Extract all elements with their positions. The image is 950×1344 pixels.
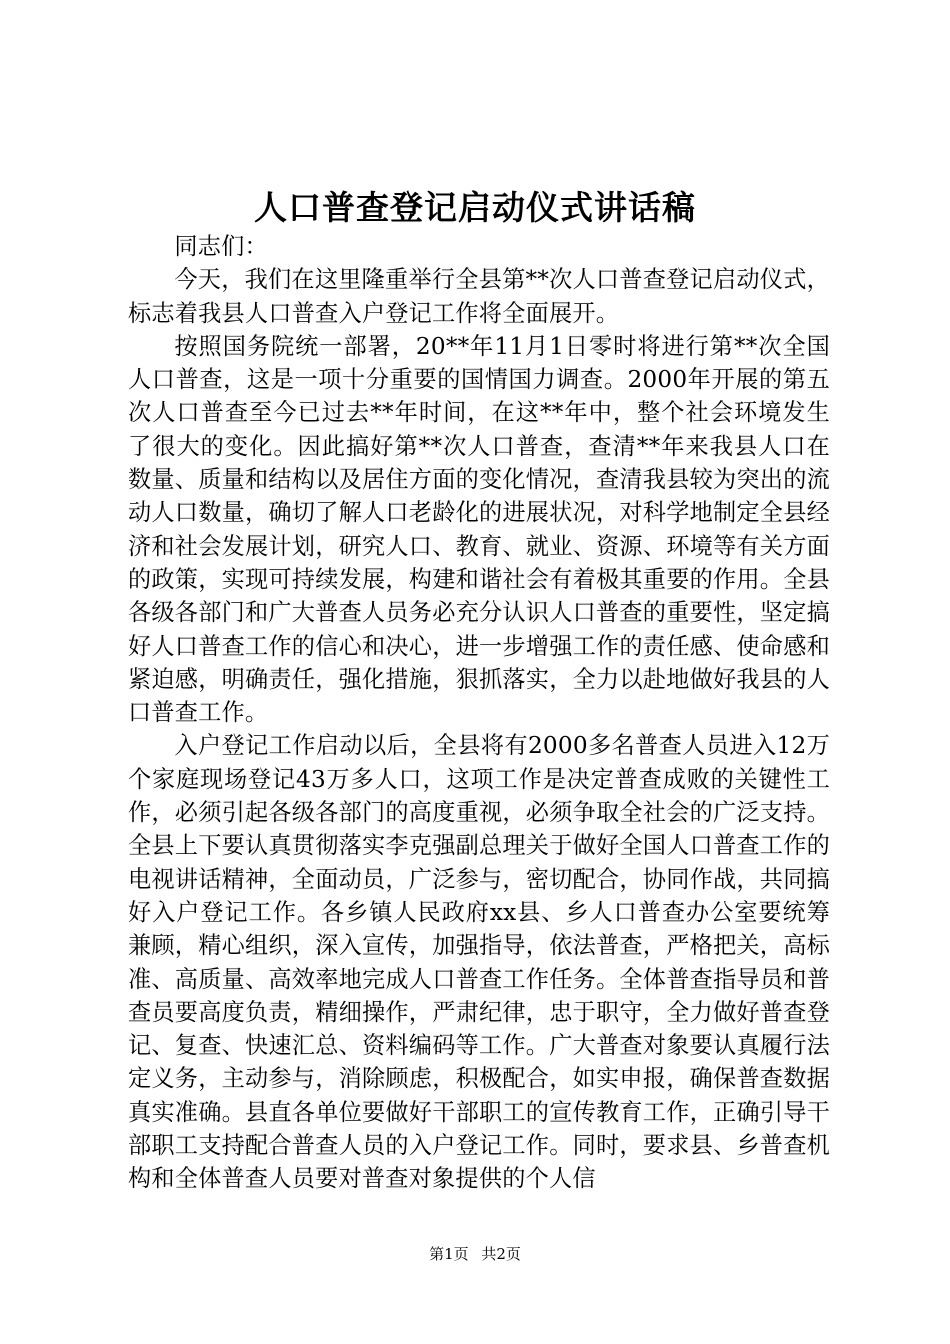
document-title: 人口普查登记启动仪式讲话稿: [254, 188, 696, 227]
document-body: [128, 230, 830, 1196]
salutation-paragraph: 同志们：: [174, 233, 268, 260]
body-paragraph: 按照国务院统一部署，20**年11月1日零时将进行第**次全国人口普查，这是一项十分重要的国情国力调查。2000年开展的第五次人口普查至今已过去**年时间，在这**年中，整个社会环境发生了很大的变化。因此搞好第**次人口普查，查清**年来我县人口在数量、质量和结构以及居住方面的变化情况，查清我县较为突出的流动人口数量，确切了解人口老龄化的进展状况，对科学地制定全县经济和社会发展计划，研究人口、教育、就业、资源、环境等有关方面的政策，实现可持续发展，构建和谐社会有着极其重要的作用。全县各级各部门和广大普查人员务必充分认识人口普查的重要性，坚定搞好人口普查工作的信心和决心，进一步增强工作的责任感、使命感和紧迫感，明确责任，强化措施，狠抓落实，全力以赴地做好我县的人口普查工作。: [128, 332, 830, 727]
body-paragraph: 今天，我们在这里隆重举行全县第**次人口普查登记启动仪式，标志着我县人口普查入户登记工作将全面展开。: [128, 266, 830, 327]
page-total: 共2页: [481, 1245, 521, 1263]
page-number: 第1页: [429, 1245, 469, 1263]
page-footer: [0, 1243, 950, 1265]
body-paragraph: 入户登记工作启动以后，全县将有2000多名普查人员进入12万个家庭现场登记43万多人口，这项工作是决定普查成败的关键性工作，必须引起各级各部门的高度重视，必须争取全社会的广泛支持。全县上下要认真贯彻落实李克强副总理关于做好全国人口普查工作的电视讲话精神，全面动员，广泛参与，密切配合，协同作战，共同搞好入户登记工作。各乡镇人民政府xx县、乡人口普查办公室要统筹兼顾，精心组织，深入宣传，加强指导，依法普查，严格把关，高标准、高质量、高效率地完成人口普查工作任务。全体普查指导员和普查员要高度负责，精细操作，严肃纪律，忠于职守，全力做好普查登记、复查、快速汇总、资料编码等工作。广大普查对象要认真履行法定义务，主动参与，消除顾虑，积极配合，如实申报，确保普查数据真实准确。县直各单位要做好干部职工的宣传教育工作，正确引导干部职工支持配合普查人员的入户登记工作。同时，要求县、乡普查机构和全体普查人员要对普查对象提供的个人信: [128, 732, 830, 1193]
